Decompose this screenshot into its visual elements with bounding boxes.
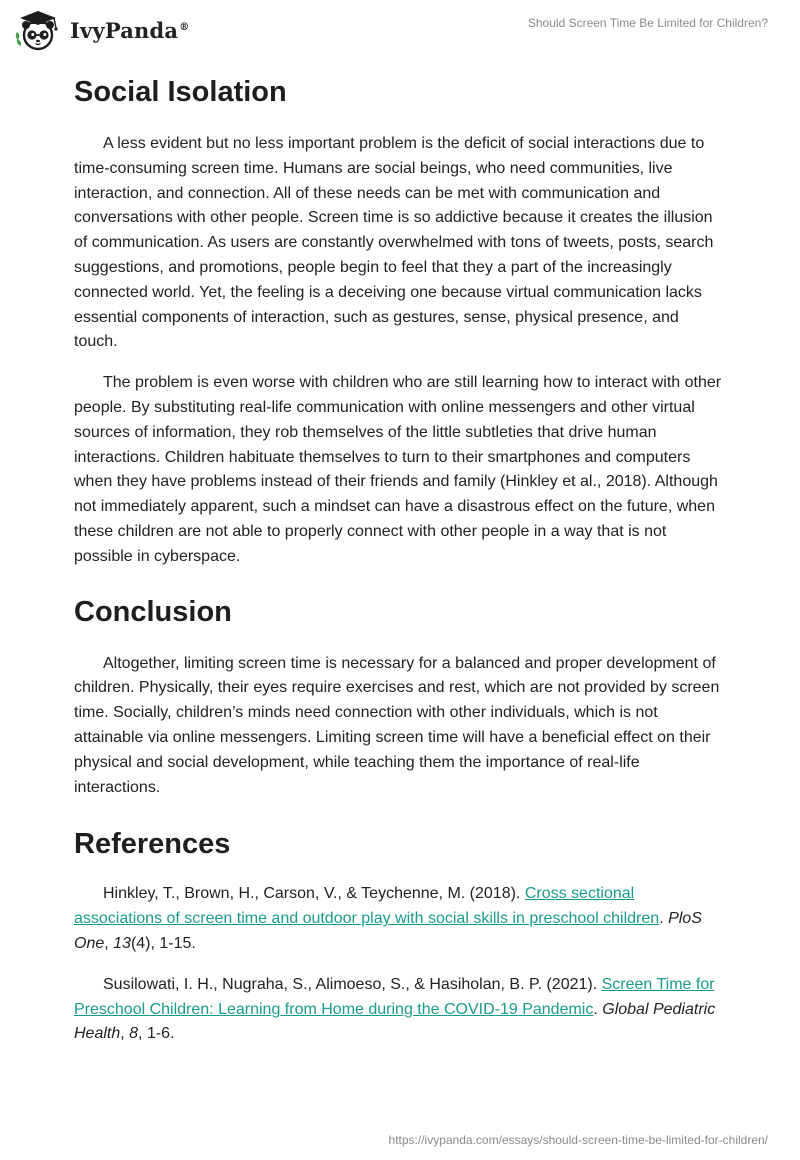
reference-link[interactable]: Cross sectional associations of screen time and outdoor play with social skills in preschool children xyxy=(74,885,660,928)
reference-link[interactable]: Screen Time for Preschool Children: Learning from Home during the COVID-19 Pandemic xyxy=(74,975,715,1018)
ivypanda-logo[interactable] xyxy=(12,8,189,52)
reference-authors: Susilowati, I. H., Nugraha, S., Alimoeso, S., & Hasiholan, B. P. (2021). xyxy=(103,975,602,993)
reference-punct: . xyxy=(659,910,669,928)
reference-punct: . xyxy=(593,1000,603,1018)
reference-journal: PloS One xyxy=(74,910,702,952)
paragraph: Altogether, limiting screen time is necessary for a balanced and proper development of children. Physically, their eyes require exercises and rest, which are not provided by screen time. Socially, children’s minds need connection with other individuals, which is not attainable via online messengers. Limiting screen time will have a beneficial effect on their physical and social development, while teaching them the importance of real-life interactions. xyxy=(74,654,720,796)
brand-name: IvyPanda® xyxy=(70,17,190,43)
panda-mascot-icon xyxy=(12,8,64,52)
reference-punct: , xyxy=(104,934,114,952)
paragraph: A less evident but no less important problem is the deficit of social interactions due to time-consuming screen time. Humans are social beings, who need communities, live interaction, and connection. All of these needs can be met with communication and conversations with other people. Screen time is so addictive because it creates the illusion of communication. As users are constantly overwhelmed with tons of tweets, posts, search suggestions, and promotions, people begin to feel that they a part of the increasingly connected world. Yet, the feeling is a deceiving one because virtual communication lacks essential components of interaction, such as gestures, sense, physical presence, and touch. xyxy=(74,135,714,351)
section-heading-social-isolation: Social Isolation xyxy=(74,76,287,108)
section-heading-conclusion: Conclusion xyxy=(74,595,232,628)
reference-punct: , xyxy=(120,1025,130,1043)
reference-journal: Global Pediatric Health xyxy=(74,1000,716,1043)
reference-pages: (4), 1-15. xyxy=(130,934,196,952)
reference-pages: , 1-6. xyxy=(138,1025,175,1043)
registered-mark: ® xyxy=(179,21,190,33)
source-url[interactable]: https://ivypanda.com/essays/should-screen-time-be-limited-for-children/ xyxy=(388,1133,768,1147)
reference-entry xyxy=(74,973,724,1047)
document-title: Should Screen Time Be Limited for Children? xyxy=(527,16,768,30)
page-header xyxy=(0,0,800,70)
paragraph: The problem is even worse with children who are still learning how to interact with other people. By substituting real-life communication with online messengers and other virtual sources of information, they rob themselves of the little subtleties that drive human interactions. Children habituate themselves to turn to their smartphones and computers when they have problems instead of their friends and family (Hinkley et al., 2018). Although not immediately apparent, such a mindset can have a disastrous effect on the future, when these children are not able to properly connect with other people in a way that is not possible in cyberspace. xyxy=(74,374,722,565)
reference-authors: Hinkley, T., Brown, H., Carson, V., & Teychenne, M. (2018). xyxy=(103,885,525,903)
essay-content xyxy=(74,72,724,1047)
reference-volume: 13 xyxy=(113,934,131,952)
section-heading-references: References xyxy=(74,828,231,861)
reference-entry xyxy=(74,882,724,956)
reference-volume: 8 xyxy=(129,1025,139,1043)
